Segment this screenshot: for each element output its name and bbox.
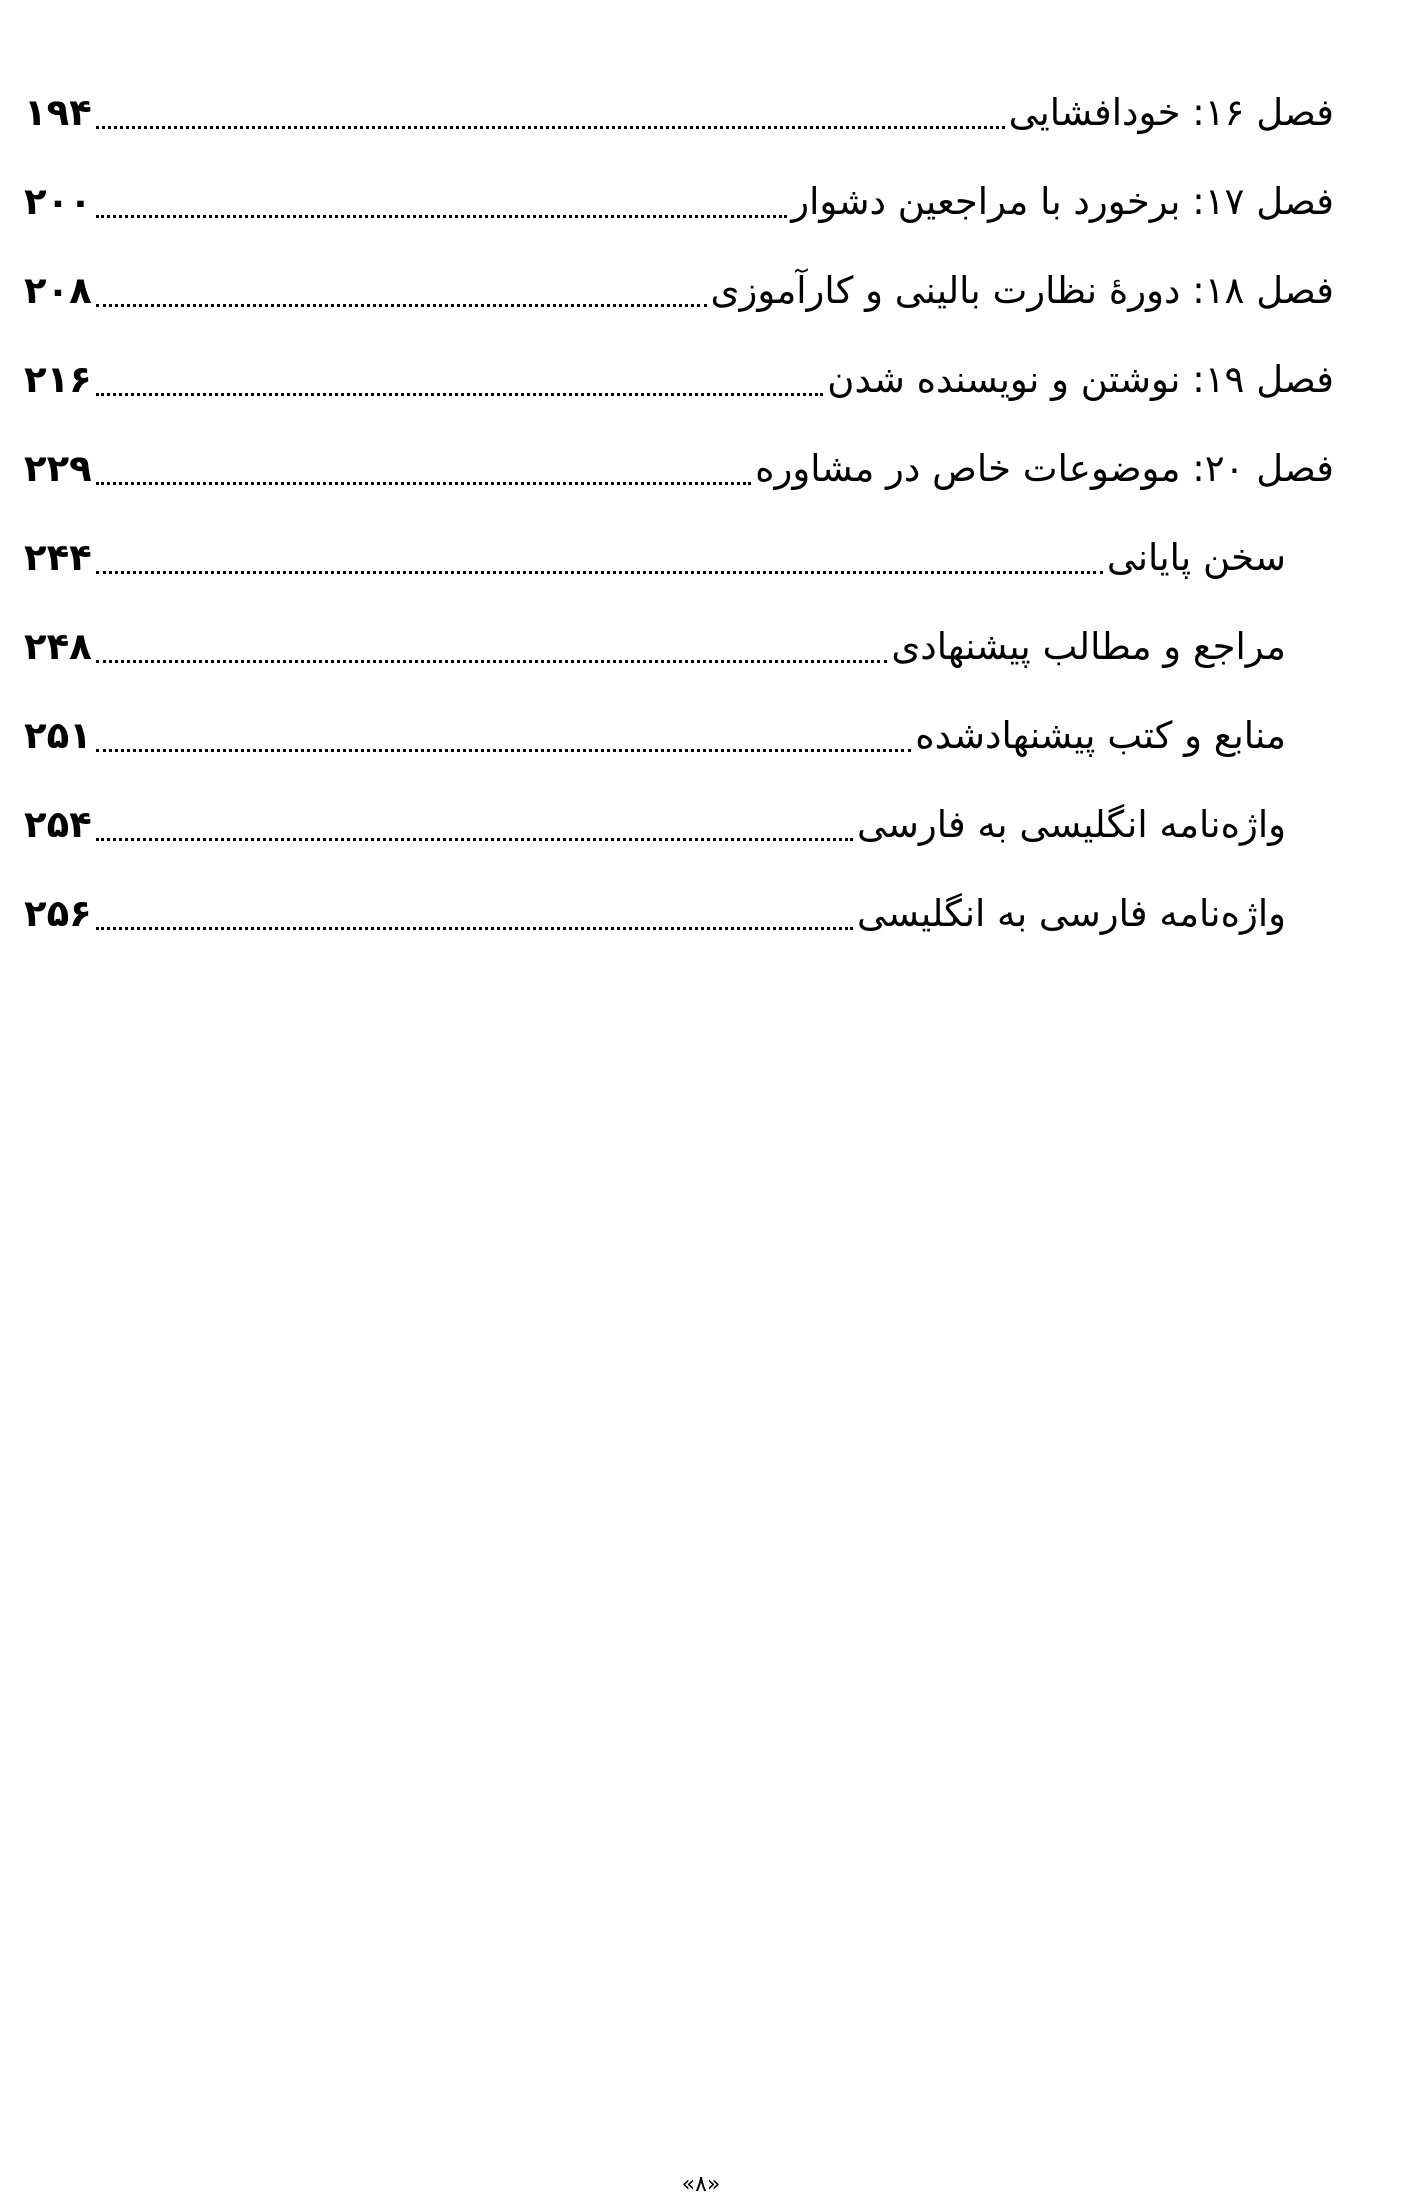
- toc-dot-leader: [96, 215, 788, 218]
- toc-entry[interactable]: [24, 851, 1334, 940]
- toc-entry-page: ۲۵۴: [24, 803, 92, 846]
- toc-dot-leader: [96, 660, 888, 663]
- toc-entry-page: ۱۹۴: [24, 91, 92, 134]
- toc-entry-page: ۲۴۸: [24, 625, 92, 668]
- toc-entry-title: واژه‌نامه فارسی به انگلیسی: [857, 892, 1286, 935]
- toc-entry-page: ۲۵۱: [24, 714, 92, 757]
- toc-dot-leader: [96, 482, 751, 485]
- toc-entry-page: ۲۱۶: [24, 358, 92, 401]
- toc-entry-page: ۲۴۴: [24, 536, 92, 579]
- toc-entry-page: ۲۰۰: [24, 180, 92, 223]
- toc-entry-title: فصل ۱۶: خودافشایی: [1008, 91, 1334, 134]
- toc-entry-title: فصل ۱۹: نوشتن و نویسنده شدن: [827, 358, 1334, 401]
- toc-dot-leader: [96, 927, 853, 930]
- toc-entry[interactable]: [24, 584, 1334, 673]
- toc-dot-leader: [96, 749, 911, 752]
- toc-entry-title: منابع و کتب پیشنهادشده: [915, 714, 1286, 757]
- toc-dot-leader: [96, 571, 1103, 574]
- toc-entry[interactable]: [24, 762, 1334, 851]
- toc-entry-page: ۲۰۸: [24, 269, 92, 312]
- toc-entry-title: مراجع و مطالب پیشنهادی: [891, 625, 1286, 668]
- toc-entry[interactable]: [24, 139, 1334, 228]
- toc-entry-title: واژه‌نامه انگلیسی به فارسی: [857, 803, 1286, 846]
- table-of-contents: [24, 50, 1334, 940]
- page-number: «۸»: [681, 2172, 721, 2197]
- toc-entry-title: سخن پایانی: [1106, 536, 1286, 579]
- toc-entry[interactable]: [24, 228, 1334, 317]
- toc-entry[interactable]: [24, 317, 1334, 406]
- toc-dot-leader: [96, 304, 707, 307]
- toc-entry-title: فصل ۱۷: برخورد با مراجعین دشوار: [791, 180, 1334, 223]
- toc-entry[interactable]: [24, 50, 1334, 139]
- toc-dot-leader: [96, 838, 853, 841]
- toc-entry-title: فصل ۲۰: موضوعات خاص در مشاوره: [755, 447, 1334, 490]
- toc-entry[interactable]: [24, 495, 1334, 584]
- toc-dot-leader: [96, 393, 824, 396]
- toc-entry[interactable]: [24, 406, 1334, 495]
- toc-entry-page: ۲۵۶: [24, 892, 92, 935]
- toc-entry[interactable]: [24, 673, 1334, 762]
- toc-entry-title: فصل ۱۸: دورهٔ نظارت بالینی و کارآموزی: [710, 269, 1334, 312]
- toc-entry-page: ۲۲۹: [24, 447, 92, 490]
- toc-dot-leader: [96, 126, 1005, 129]
